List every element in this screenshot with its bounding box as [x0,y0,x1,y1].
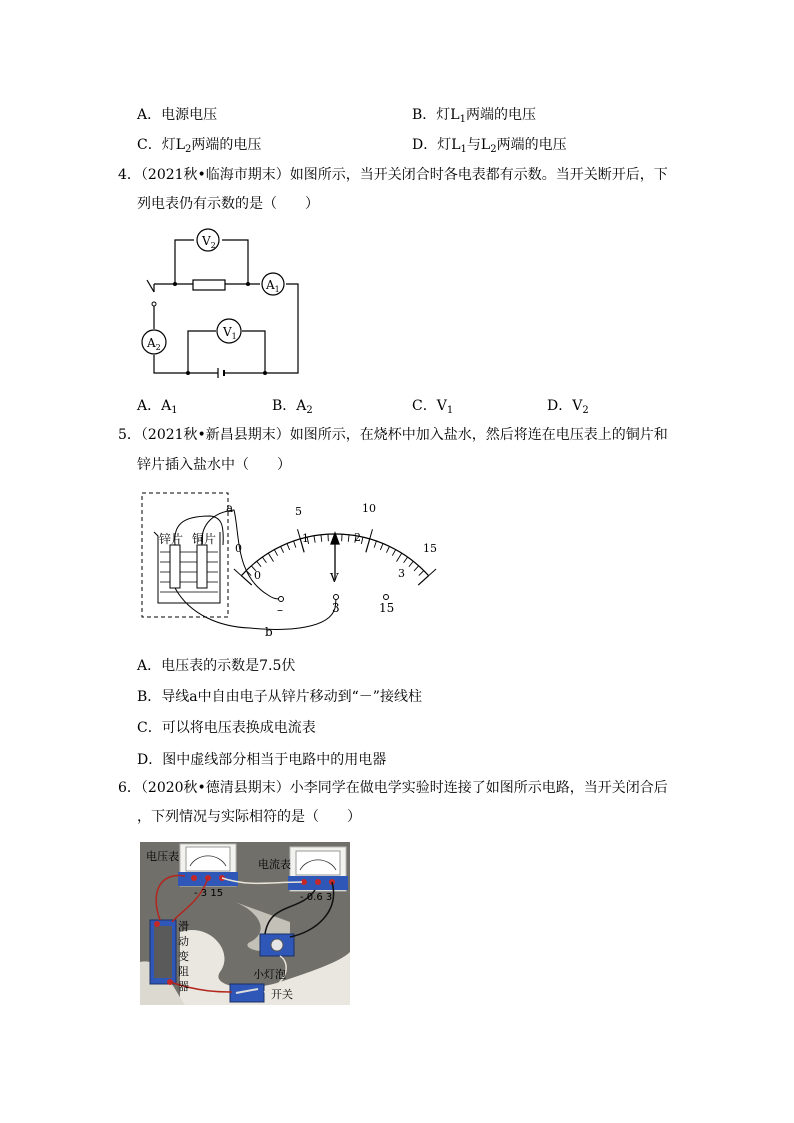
scale-tick [386,546,389,552]
scale-tick [268,553,273,561]
q5-voltmeter-diagram [140,490,450,642]
scale-tick-extension [370,529,373,539]
photo-rheostat-char-2: 动 [178,935,189,948]
photo-rheostat-char-3: 变 [178,950,189,963]
scale-tick [294,541,296,548]
scale-tick [396,553,401,561]
outer-scale-15: 15 [423,542,437,555]
terminal-minus: – [277,603,283,617]
q4-option-c: C．$V_1$ [412,398,454,416]
a2-label: $A_2$ [147,336,161,352]
inner-scale-1: 1 [302,532,309,545]
scale-tick [361,537,363,544]
q4-option-d: D．$V_2$ [547,398,589,416]
scale-tick [414,566,419,571]
photo-ammeter-terminals: - 0.6 3 [300,892,333,903]
scale-tick-extension [298,529,301,539]
outer-scale-10: 10 [362,502,376,515]
q3-option-b: B．灯$L_1$两端的电压 [412,107,536,125]
q4-circuit-diagram [130,222,310,384]
scale-tick [321,535,322,542]
photo-bulb-label: 小灯泡 [253,968,286,981]
a1-label: $A_1$ [266,278,280,294]
q5-stem-line2: 锌片插入盐水中（ ） [137,457,291,473]
inner-scale-3: 3 [398,567,405,580]
wire-b-label: b [265,625,273,639]
scale-tick [257,561,261,566]
photo-rheostat-char-1: 滑 [178,920,189,933]
photo-ammeter-label: 电流表 [258,858,291,871]
scale-tick-extension [234,569,241,576]
inner-scale-0: 0 [254,569,261,582]
outer-scale-0: 0 [235,542,242,555]
photo-rheostat-char-5: 器 [178,980,189,993]
q6-stem-line2: ，下列情况与实际相符的是（ ） [137,809,361,825]
q4-stem-line1: 4．（2021秋•临海市期末）如图所示，当开关闭合时各电表都有示数。当开关断开后，下 [118,167,668,183]
photo-voltmeter-label: 电压表 [146,850,179,863]
scale-tick [409,561,413,566]
scale-tick [366,539,370,552]
scale-tick [348,535,349,542]
v2-label: $V_2$ [202,234,216,250]
scale-tick [287,544,290,550]
photo-rheostat-char-4: 阻 [178,965,189,978]
scale-tick [281,546,284,552]
zinc-label: 锌片 [159,532,184,546]
q5-stem-line1: 5．（2021秋•新昌县期末）如图所示，在烧杯中加入盐水，然后将连在电压表上的铜片和 [118,427,668,443]
q4-option-b: B．$A_2$ [272,398,313,416]
q3-option-c: C．灯$L_2$两端的电压 [137,137,262,155]
q6-stem-line1: 6．（2020秋•德清县期末）小李同学在做电学实验时连接了如图所示电路，当开关闭合后 [118,780,668,796]
scale-tick [274,550,277,556]
q3-option-a: A．电源电压 [137,107,218,123]
copper-label: 铜片 [192,532,217,546]
outer-scale-5: 5 [295,505,302,518]
q5-option-d: D．图中虚线部分相当于电路中的用电器 [137,752,387,768]
wire-a-label: a [226,501,234,515]
terminal-15: 15 [379,601,395,615]
scale-tick-extension [429,569,436,576]
scale-tick [262,557,266,563]
scale-tick [392,550,395,556]
scale-tick [314,536,315,543]
q6-circuit-photo [140,842,350,1005]
q4-stem-line2: 列电表仍有示数的是（ ） [137,196,319,212]
scale-tick [374,541,376,548]
scale-tick [418,576,428,585]
scale-tick [380,544,383,550]
q3-option-d: D．灯$L_1$与$L_2$两端的电压 [412,137,567,155]
scale-tick [419,571,424,576]
photo-voltmeter-terminals: - 3 15 [194,888,224,899]
scale-tick [404,557,408,563]
q5-option-c: C．可以将电压表换成电流表 [137,720,316,736]
photo-switch-label: 开关 [271,988,293,1001]
q4-option-a: A．$A_1$ [137,398,178,416]
q5-option-b: B．导线a中自由电子从锌片移动到“－”接线柱 [137,689,422,705]
inner-scale-2: 2 [354,531,361,544]
q5-option-a: A．电压表的示数是7.5伏 [137,658,296,674]
meter-v-label: V [330,571,339,585]
v1-label: $V_1$ [223,325,237,341]
terminal-3: 3 [332,601,340,615]
